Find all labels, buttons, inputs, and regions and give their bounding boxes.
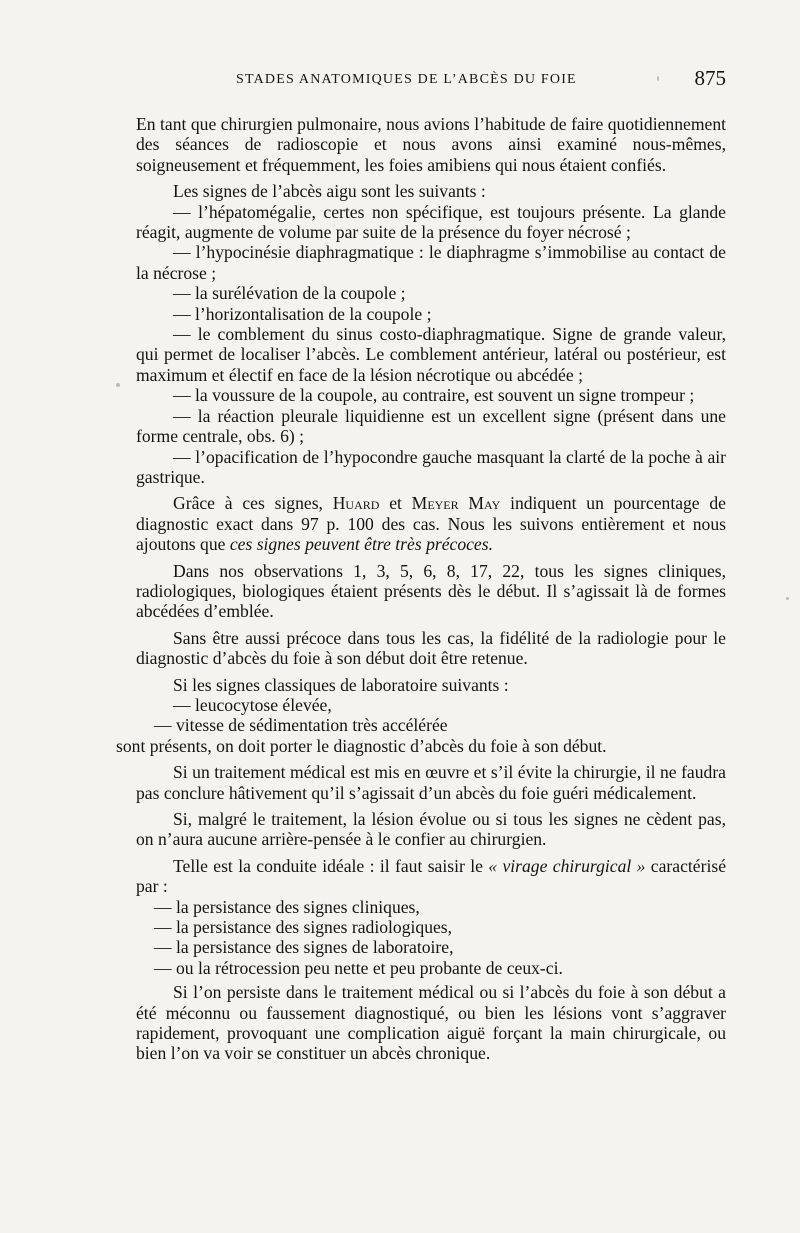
criterion-3: — la persistance des signes de laboratoire, (154, 937, 454, 958)
paper-speck (786, 597, 789, 600)
page-header (136, 62, 726, 92)
sign-3: — la surélévation de la coupole ; (173, 283, 406, 304)
paragraph-3 (136, 493, 726, 554)
paragraph-9 (136, 856, 726, 897)
paragraph-6: Si les signes classiques de laboratoire suivants : (173, 674, 509, 695)
sign-5: — le comblement du sinus costo-diaphragmatique. Signe de grande valeur, qui permet de localiser l’abcès. Le comblement antérieur, latéral ou postérieur, est maximum et électif en face de la lésion nécrotique ou abcédée ; (136, 324, 726, 385)
p3-italic: ces signes peuvent être très précoces. (229, 534, 493, 555)
lab-sign-2: — vitesse de sédimentation très accélérée (154, 715, 448, 736)
paper-speck (657, 76, 659, 81)
lab-sign-1: — leucocytose élevée, (173, 694, 332, 715)
paragraph-8: Si, malgré le traitement, la lésion évolue ou si tous les signes ne cèdent pas, on n’aura aucune arrière-pensée à le confier au chirurgien. (136, 809, 726, 850)
paragraph-1: En tant que chirurgien pulmonaire, nous avions l’habitude de faire quotidiennement des séances de radioscopie et nous avons ainsi examiné nous-mêmes, soigneusement et fréquemment, les foies amibiens qui nous étaient confiés. (136, 114, 726, 175)
criterion-1: — la persistance des signes cliniques, (154, 896, 420, 917)
criterion-4: — ou la rétrocession peu nette et peu probante de ceux-ci. (154, 957, 563, 978)
paragraph-10: Si l’on persiste dans le traitement médical ou si l’abcès du foie à son début a été méconnu ou faussement diagnostiqué, ou bien les lésions vont s’aggraver rapidement, provoquant une complication aiguë forçant la main chirurgicale, ou bien l’on va voir se constituer un abcès chronique. (136, 982, 726, 1064)
sign-1: — l’hépatomégalie, certes non spécifique, est toujours présente. La glande réagit, augmente de volume par suite de la présence du foyer nécrosé ; (136, 201, 726, 243)
paragraph-6-end: sont présents, on doit porter le diagnostic d’abcès du foie à son début. (116, 735, 607, 756)
page-number: 875 (694, 66, 726, 90)
author-huard: Huard (332, 493, 380, 514)
p3-text-a: Grâce à ces signes, (173, 493, 333, 514)
sign-2: — l’hypocinésie diaphragmatique : le diaphragme s’immobilise au contact de la nécrose ; (136, 242, 726, 283)
p9-italic: « virage chirurgical » (488, 855, 646, 876)
paragraph-2: Les signes de l’abcès aigu sont les suivants : (173, 181, 486, 202)
paragraph-5: Sans être aussi précoce dans tous les cas, la fidélité de la radiologie pour le diagnostic d’abcès du foie à son début doit être retenue. (136, 627, 726, 669)
sign-4: — l’horizontalisation de la coupole ; (173, 303, 432, 324)
p3-text-c: indiquent un pourcentage de diagnostic exact dans 97 p. 100 des cas. Nous les suivons entièrement et nous ajoutons que (136, 493, 726, 555)
sign-6: — la voussure de la coupole, au contraire, est souvent un signe trompeur ; (173, 385, 695, 406)
sign-7: — la réaction pleurale liquidienne est un excellent signe (présent dans une forme centrale, obs. 6) ; (136, 405, 726, 447)
p3-text-b: et (379, 493, 412, 514)
body-text (116, 114, 727, 1064)
p9-text-b: caractérisé par : (136, 855, 727, 897)
criterion-2: — la persistance des signes radiologiques, (154, 917, 453, 938)
p9-text-a: Telle est la conduite idéale : il faut saisir le (173, 855, 489, 876)
author-meyer-may: Meyer May (411, 493, 501, 514)
running-title: STADES ANATOMIQUES DE L’ABCÈS DU FOIE (236, 72, 577, 87)
paragraph-4: Dans nos observations 1, 3, 5, 6, 8, 17, 22, tous les signes cliniques, radiologiques, biologiques étaient présents dès le début. Il s’agissait là de formes abcédées d’emblée. (136, 560, 726, 622)
sign-8: — l’opacification de l’hypocondre gauche masquant la clarté de la poche à air gastrique. (136, 446, 726, 487)
paragraph-7: Si un traitement médical est mis en œuvre et s’il évite la chirurgie, il ne faudra pas conclure hâtivement qu’il s’agissait d’un abcès du foie guéri médicalement. (136, 762, 726, 803)
paper-speck (116, 383, 120, 387)
